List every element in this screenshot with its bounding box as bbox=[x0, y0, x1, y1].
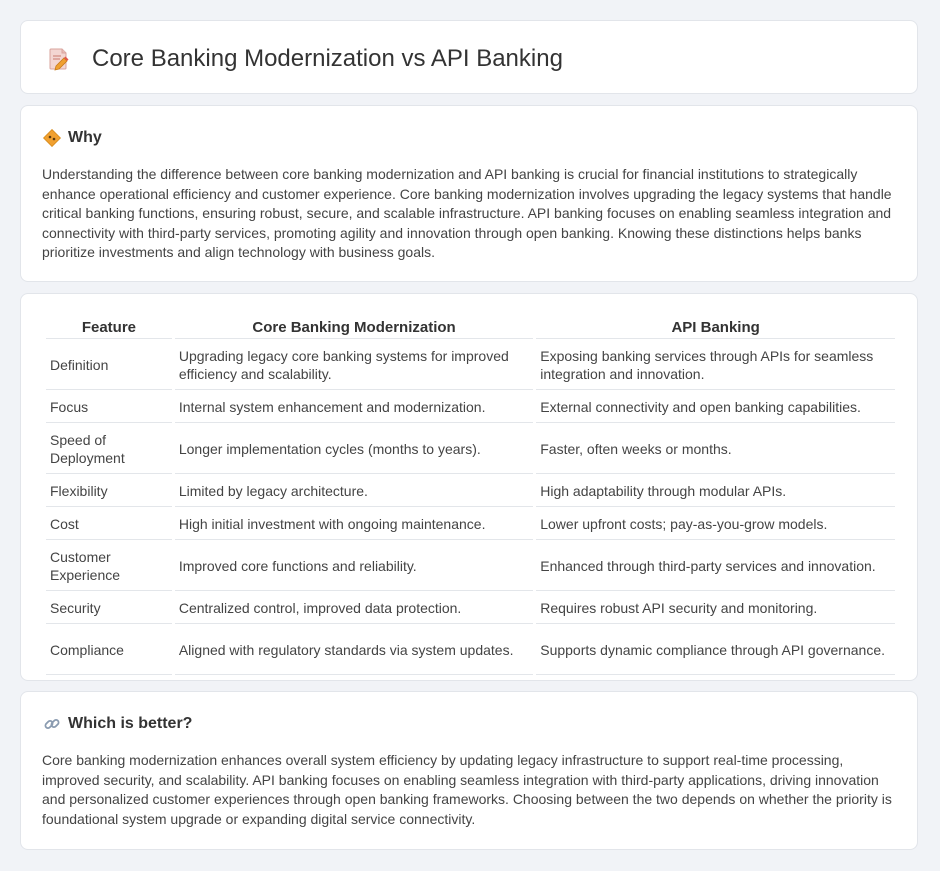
table-row bbox=[46, 593, 895, 624]
core-banking-cell: High initial investment with ongoing maintenance. bbox=[175, 509, 533, 540]
page-title: Core Banking Modernization vs API Banking bbox=[92, 45, 563, 72]
api-banking-cell: Lower upfront costs; pay-as-you-grow models. bbox=[536, 509, 895, 540]
feature-cell: Cost bbox=[46, 509, 172, 540]
feature-cell: Flexibility bbox=[46, 476, 172, 507]
api-banking-cell: Enhanced through third-party services and innovation. bbox=[536, 542, 895, 591]
table-row bbox=[46, 542, 895, 591]
why-heading-row bbox=[43, 128, 102, 148]
better-heading: Which is better? bbox=[68, 715, 193, 732]
table-row bbox=[46, 509, 895, 540]
which-is-better-section bbox=[20, 691, 918, 850]
column-header-core-banking: Core Banking Modernization bbox=[175, 315, 533, 339]
core-banking-cell: Limited by legacy architecture. bbox=[175, 476, 533, 507]
better-heading-row bbox=[43, 714, 192, 734]
header-card bbox=[20, 20, 918, 94]
core-banking-cell: Upgrading legacy core banking systems for improved efficiency and scalability. bbox=[175, 341, 533, 390]
core-banking-cell: Improved core functions and reliability. bbox=[175, 542, 533, 591]
api-banking-cell: Supports dynamic compliance through API governance. bbox=[536, 626, 895, 675]
table-header-row bbox=[46, 315, 895, 339]
core-banking-cell: Aligned with regulatory standards via system updates. bbox=[175, 626, 533, 675]
link-icon bbox=[43, 715, 61, 733]
api-banking-cell: Faster, often weeks or months. bbox=[536, 425, 895, 474]
api-banking-cell: Exposing banking services through APIs for seamless integration and innovation. bbox=[536, 341, 895, 390]
feature-cell: Customer Experience bbox=[46, 542, 172, 591]
why-heading: Why bbox=[68, 129, 102, 146]
diamond-sign-icon bbox=[43, 129, 61, 147]
better-paragraph: Core banking modernization enhances overall system efficiency by updating legacy infrastructure to support real-time processing, improved security, and scalability. API banking focuses on enabling seamless integration with third-party applications, driving innovation and personalized customer experiences through open banking frameworks. Choosing between the two depends on whether the priority is foundational system upgrade or expanding digital service connectivity. bbox=[42, 752, 892, 827]
feature-cell: Speed of Deployment bbox=[46, 425, 172, 474]
core-banking-cell: Longer implementation cycles (months to years). bbox=[175, 425, 533, 474]
table-row bbox=[46, 425, 895, 474]
table-row bbox=[46, 341, 895, 390]
table-row bbox=[46, 626, 895, 675]
core-banking-cell: Centralized control, improved data protection. bbox=[175, 593, 533, 624]
comparison-table-card bbox=[20, 293, 918, 681]
column-header-feature: Feature bbox=[46, 315, 172, 339]
table-row bbox=[46, 392, 895, 423]
feature-cell: Compliance bbox=[46, 626, 172, 675]
feature-cell: Focus bbox=[46, 392, 172, 423]
core-banking-cell: Internal system enhancement and modernization. bbox=[175, 392, 533, 423]
feature-cell: Security bbox=[46, 593, 172, 624]
column-header-api-banking: API Banking bbox=[536, 315, 895, 339]
api-banking-cell: Requires robust API security and monitoring. bbox=[536, 593, 895, 624]
table-row bbox=[46, 476, 895, 507]
comparison-table bbox=[43, 313, 898, 677]
api-banking-cell: External connectivity and open banking capabilities. bbox=[536, 392, 895, 423]
why-section bbox=[20, 105, 918, 282]
document-pencil-icon bbox=[48, 47, 70, 71]
feature-cell: Definition bbox=[46, 341, 172, 390]
api-banking-cell: High adaptability through modular APIs. bbox=[536, 476, 895, 507]
why-paragraph: Understanding the difference between core banking modernization and API banking is crucial for financial institutions to strategically enhance operational efficiency and customer experience. Core banking modernization involves upgrading the legacy systems that handle critical banking functions, ensuring robust, secure, and scalable infrastructure. API banking focuses on enabling seamless integration and connectivity with third-party services, promoting agility and innovation through open banking. Knowing these distinctions helps banks prioritize investments and align technology with business goals. bbox=[42, 166, 892, 261]
